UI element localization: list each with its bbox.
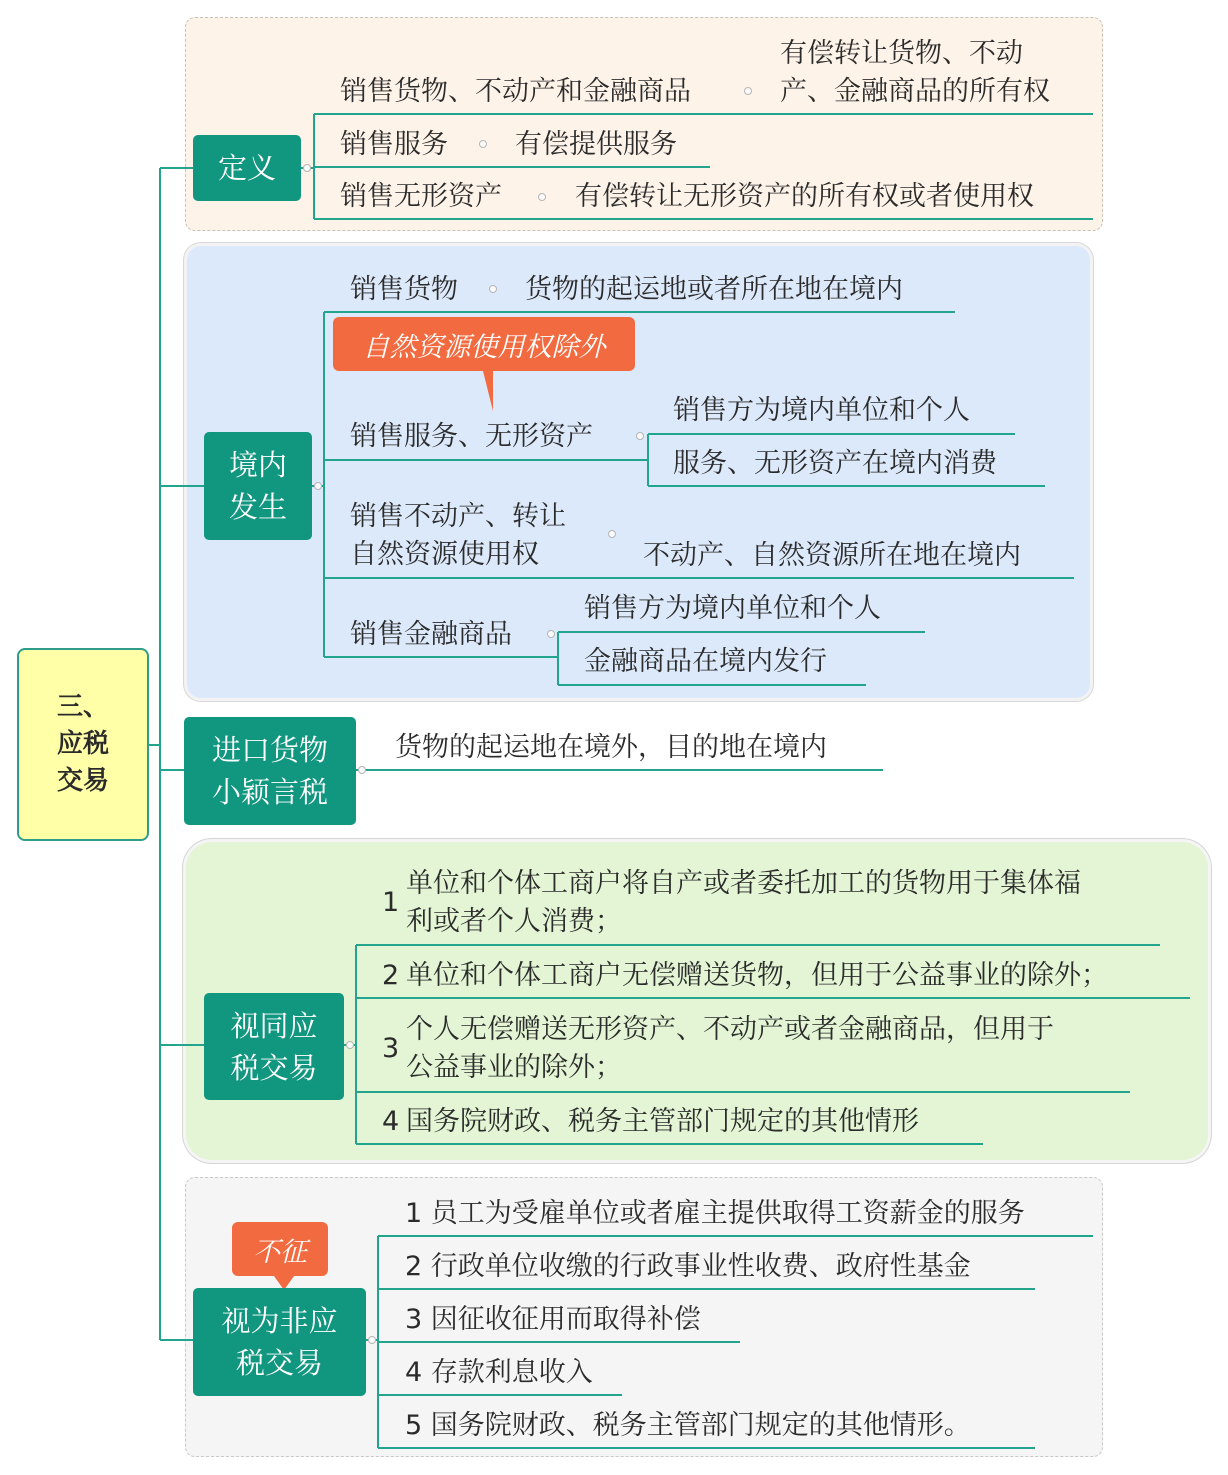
domestic-financial-detail-issued[interactable]: 金融商品在境内发行 bbox=[584, 646, 827, 677]
collapse-dot[interactable] bbox=[346, 1041, 354, 1049]
root-node[interactable]: 三、 应税 交易 bbox=[17, 648, 149, 841]
deemed-item-3[interactable]: 个人无偿赠送无形资产、不动产或者金融商品，但用于 公益事业的除外； bbox=[406, 1014, 1054, 1083]
definition-item-goods-detail[interactable]: 有偿转让货物、不动 产、金融商品的所有权 bbox=[780, 38, 1050, 107]
definition-item-intangible-detail[interactable]: 有偿转让无形资产的所有权或者使用权 bbox=[575, 181, 1034, 212]
deemed-item-1-num: 1 bbox=[382, 887, 400, 918]
import-node[interactable]: 进口货物 小颖言税 bbox=[184, 717, 356, 825]
domestic-services-detail-consumption[interactable]: 服务、无形资产在境内消费 bbox=[673, 448, 997, 479]
domestic-goods[interactable]: 销售货物 bbox=[350, 274, 458, 305]
collapse-dot[interactable] bbox=[744, 87, 752, 95]
import-detail[interactable]: 货物的起运地在境外，目的地在境内 bbox=[395, 732, 827, 763]
nontaxable-item-2[interactable]: 2 行政单位收缴的行政事业性收费、政府性基金 bbox=[405, 1251, 971, 1282]
domestic-services-detail-seller[interactable]: 销售方为境内单位和个人 bbox=[673, 395, 970, 426]
domestic-financial-detail-seller[interactable]: 销售方为境内单位和个人 bbox=[584, 593, 881, 624]
collapse-dot[interactable] bbox=[368, 1336, 376, 1344]
not-levied-callout: 不征 bbox=[232, 1222, 328, 1276]
definition-item-services-detail[interactable]: 有偿提供服务 bbox=[515, 129, 677, 160]
domestic-goods-detail[interactable]: 货物的起运地或者所在地在境内 bbox=[525, 274, 903, 305]
collapse-dot[interactable] bbox=[303, 164, 311, 172]
nontaxable-item-1[interactable]: 1 员工为受雇单位或者雇主提供取得工资薪金的服务 bbox=[405, 1198, 1025, 1229]
deemed-node[interactable]: 视同应 税交易 bbox=[204, 993, 344, 1100]
domestic-node[interactable]: 境内 发生 bbox=[204, 432, 312, 540]
nontaxable-item-3[interactable]: 3 因征收征用而取得补偿 bbox=[405, 1304, 701, 1335]
domestic-realestate-detail[interactable]: 不动产、自然资源所在地在境内 bbox=[643, 540, 1021, 571]
collapse-dot[interactable] bbox=[358, 766, 366, 774]
deemed-item-4[interactable]: 国务院财政、税务主管部门规定的其他情形 bbox=[406, 1106, 919, 1137]
domestic-services[interactable]: 销售服务、无形资产 bbox=[350, 421, 593, 452]
collapse-dot[interactable] bbox=[314, 482, 322, 490]
deemed-item-3-num: 3 bbox=[382, 1033, 400, 1064]
deemed-item-2[interactable]: 单位和个体工商户无偿赠送货物，但用于公益事业的除外； bbox=[406, 960, 1108, 991]
definition-item-services[interactable]: 销售服务 bbox=[340, 129, 448, 160]
deemed-item-4-num: 4 bbox=[382, 1106, 400, 1137]
collapse-dot[interactable] bbox=[489, 285, 497, 293]
collapse-dot[interactable] bbox=[608, 530, 616, 538]
definition-node[interactable]: 定义 bbox=[193, 135, 301, 201]
collapse-dot[interactable] bbox=[538, 193, 546, 201]
collapse-dot[interactable] bbox=[547, 630, 555, 638]
domestic-financial[interactable]: 销售金融商品 bbox=[350, 619, 512, 650]
domestic-realestate[interactable]: 销售不动产、转让 自然资源使用权 bbox=[350, 501, 566, 570]
nontaxable-item-5[interactable]: 5 国务院财政、税务主管部门规定的其他情形。 bbox=[405, 1410, 971, 1441]
deemed-item-2-num: 2 bbox=[382, 960, 400, 991]
nontaxable-node[interactable]: 视为非应 税交易 bbox=[193, 1288, 366, 1396]
exception-callout: 自然资源使用权除外 bbox=[333, 317, 635, 371]
deemed-item-1[interactable]: 单位和个体工商户将自产或者委托加工的货物用于集体福 利或者个人消费； bbox=[406, 868, 1081, 937]
definition-item-intangible[interactable]: 销售无形资产 bbox=[340, 181, 502, 212]
nontaxable-item-4[interactable]: 4 存款利息收入 bbox=[405, 1357, 593, 1388]
collapse-dot[interactable] bbox=[479, 140, 487, 148]
collapse-dot[interactable] bbox=[636, 432, 644, 440]
definition-item-goods[interactable]: 销售货物、不动产和金融商品 bbox=[340, 76, 691, 107]
